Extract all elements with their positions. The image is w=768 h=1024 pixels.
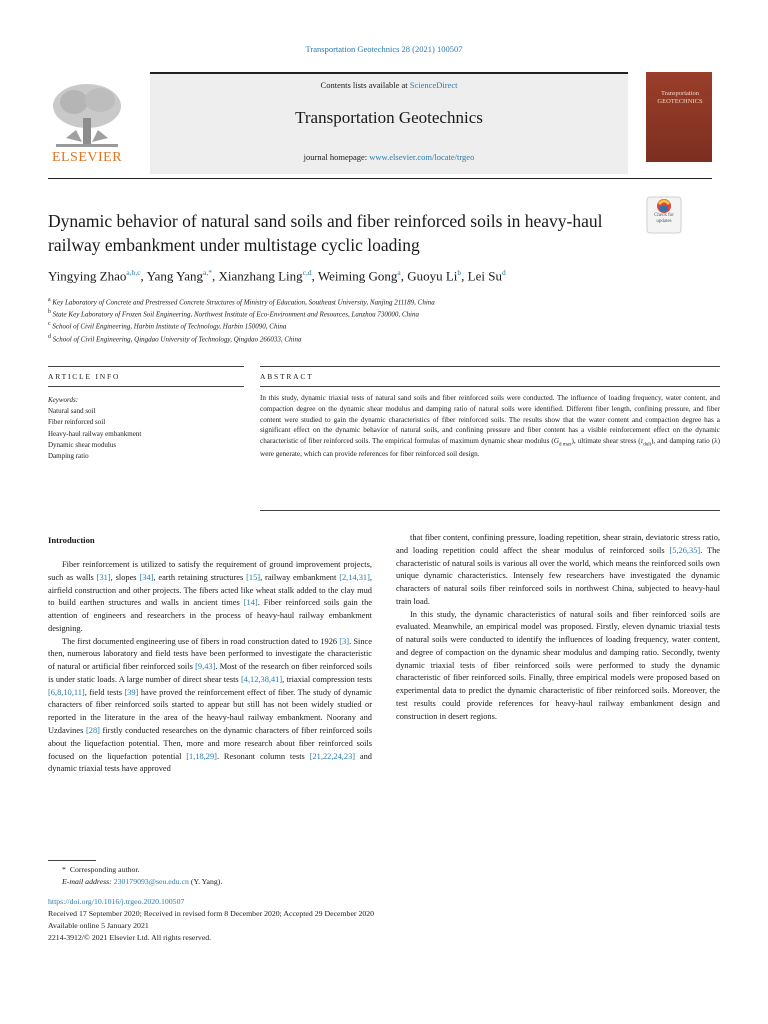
tau-symbol: τ [640, 437, 644, 446]
affiliation-list [48, 296, 708, 345]
abstract-text [260, 393, 720, 460]
author-affiliation-marker[interactable]: b [457, 268, 462, 277]
citation-link[interactable]: [21,22,24,23] [309, 751, 356, 761]
received-dates: Received 17 September 2020; Received in revised form 8 December 2020; Accepted 29 December 2020 [48, 909, 375, 919]
article-info-heading: ARTICLE INFO [48, 372, 121, 381]
citation-link[interactable]: [15] [246, 572, 261, 582]
tau-subscript: dult [643, 442, 651, 448]
author-affiliation-marker[interactable]: a,b,c [126, 268, 141, 277]
contents-prefix: Contents lists available at [320, 80, 410, 90]
affiliation-item [48, 308, 708, 320]
keyword-item: Heavy-haul railway embankment [48, 429, 142, 438]
paper-title: Dynamic behavior of natural sand soils and fiber reinforced soils in heavy-haul railway embankment under multistage cyclic loading [48, 211, 603, 255]
abstract-part-1: In this study, dynamic triaxial tests of natural sand soils and fiber reinforced soils were conducted. The influence of loading frequency, water content, and compaction degree on the dynamic shear modulus and damping ratio of natural soils were identified. Different fiber length, confining pressure, and fiber content were studied to gain the dynamic characteristics of fiber reinforced soils. The results show that the water content and compaction degree has a significant effect on the dynamic behavior of natural soils, and confining pressure and fiber content has a visible reinforcement effect on the dynamic characteristic of fiber reinforced soils. The empirical formulas of maximum dynamic shear modulus ( [260, 394, 720, 446]
body-text: . Since then, numerous laboratory and field tests have been performed to investigate the characteristic of natural or artificial fiber reinforced soils [48, 636, 372, 672]
keyword-item: Dynamic shear modulus [48, 440, 117, 449]
sciencedirect-link[interactable]: ScienceDirect [409, 80, 458, 90]
citation-link[interactable]: [14] [243, 598, 258, 608]
header-rule [48, 178, 712, 179]
footnotes [48, 864, 708, 944]
abstract-bottom-rule [260, 510, 720, 511]
affiliation-key: d [48, 333, 51, 340]
body-column-left [48, 534, 372, 776]
affiliation-key: b [48, 309, 51, 316]
citation-link[interactable]: [31] [96, 572, 111, 582]
author-affiliation-marker[interactable]: a [397, 268, 401, 277]
keyword-item: Natural sand soil [48, 407, 96, 416]
homepage-line [150, 152, 628, 162]
affiliation-item [48, 333, 708, 345]
author-affiliation-marker[interactable]: d [501, 268, 506, 277]
keyword-list [48, 406, 248, 462]
corresponding-mark: * [62, 865, 66, 874]
citation-link[interactable]: [34] [139, 572, 154, 582]
abstract-part-3: ), and damping ratio (λ) were generate, which can provide references for fiber reinforced soil design. [260, 437, 721, 459]
citation-link[interactable]: [3] [339, 636, 350, 646]
affiliation-text: Key Laboratory of Concrete and Prestressed Concrete Structures of Ministry of Education, Southeast University, Nanjing 211189, China [52, 298, 435, 307]
abstract-heading: ABSTRACT [260, 372, 314, 381]
body-text: , earth retaining structures [153, 572, 247, 582]
email-link[interactable]: 230179093@seu.edu.cn [113, 877, 189, 887]
citation-link[interactable]: [4,12,38,41] [240, 674, 283, 684]
keyword-item: Damping ratio [48, 451, 89, 460]
article-info-top-rule [48, 366, 244, 367]
g-subscript: d max [558, 442, 572, 448]
elsevier-wordmark: ELSEVIER [51, 150, 123, 165]
journal-title: Transportation Geotechnics [295, 108, 483, 127]
abstract-rule [260, 386, 720, 387]
body-paragraph [396, 609, 720, 724]
citation-link[interactable]: [9,43] [195, 662, 216, 672]
citation-link[interactable]: [28] [85, 726, 100, 736]
journal-cover-image[interactable] [646, 72, 712, 162]
body-paragraph [48, 636, 372, 776]
citation-link[interactable]: [1,18,29] [186, 751, 217, 761]
body-text: , railway embankment [260, 572, 340, 582]
body-paragraph [48, 559, 372, 636]
affiliation-key: c [48, 321, 51, 328]
body-text: . Most of the research on fiber reinforced soils is under static loads. A large number of direct shear tests [48, 662, 372, 684]
elsevier-tree-logo-icon [46, 80, 128, 150]
affiliation-item [48, 296, 708, 308]
check-for-updates-label [644, 213, 684, 224]
body-text: . Fiber reinforced soils gain the attention of engineers and researchers in the process of heavy-haul railway embankment designing. [48, 598, 372, 633]
cover-title-line-1: Transportation [660, 90, 700, 97]
body-text: In this study, the dynamic characteristics of natural soils and fiber reinforced soils are evaluated. Meanwhile, an empirical model was proposed. Firstly, eleven dynamic triaxial tests of natural soils were conducted to identify the influences of loading frequency, water content, and degree of compaction on the dynamic shear modulus and damping ratio. Secondly, twenty dynamic triaxial tests of fiber reinforced soils were performed to study the dynamic characteristic of fiber reinforced soils. Finally, three empirical models were proposed based on experimental data to predict the dynamic characteristic of fiber reinforced soils. Moreover, the test results could provide references for heavy-haul railway embankment design and construction in desert regions. [396, 609, 720, 721]
article-info-rule [48, 386, 244, 387]
affiliation-text: School of Civil Engineering, Qingdao University of Technology, Qingdao 266033, China [52, 334, 302, 343]
author-name: Lei Su [467, 268, 502, 284]
doi-link[interactable]: https://doi.org/10.1016/j.trgeo.2020.100507 [48, 897, 185, 907]
journal-cover-title [650, 90, 710, 106]
author-name: Guoyu Li [407, 268, 458, 284]
body-text: , airfield construction and other projects. The fibers acted like wheat stalk added to the clay mud to build earthen structures and walls in ancient times [48, 572, 372, 608]
body-text: The first documented engineering use of fibers in road construction dated to 1926 [62, 636, 340, 646]
body-text: have proved the reinforcement effect of fiber. The study of dynamic characters of fiber reinforced soils started to appear but still has not been widely studied or reported in the literature in the area of the heavy-haul railway embankment. Noorany and Uzdavines [48, 687, 372, 736]
footnote-rule [48, 860, 96, 861]
body-text: and dynamic triaxial tests have approved [48, 751, 372, 774]
author-list: Yingying Zhao$^{a,b,c}$, Yang Yang$^{a,*}$, Xianzhang Ling$^{c,d}$, Weiming Gong$^a$, Guoyu Li$^b$, Lei Su$^d$ [48, 268, 506, 284]
citation-link[interactable]: [5,26,35] [669, 545, 701, 555]
email-label: E-mail address: [62, 877, 112, 887]
affiliation-key: a [48, 297, 51, 303]
keywords-block [48, 395, 248, 462]
author-name: Yang Yang [146, 268, 204, 284]
available-online: Available online 5 January 2021 [48, 921, 149, 931]
cover-title-line-2: GEOTECHNICS [657, 97, 703, 105]
author-name: Yingying Zhao [48, 268, 127, 284]
email-suffix: (Y. Yang). [190, 877, 223, 887]
body-text: firstly conducted researches on the dynamic characters of fiber reinforced soils about the liquefaction potential. Then, more and more research about fiber reinforced soils focused on the liquefaction potential [48, 726, 372, 761]
author-name: Xianzhang Ling [218, 268, 303, 284]
body-text: that fiber content, confining pressure, loading repetition, shear strain, deviatoric stress ratio, and loading repetition could affect the shear modulus of reinforced soils [396, 533, 720, 555]
keywords-label: Keywords: [48, 396, 79, 404]
citation-link[interactable]: [2,14,31] [339, 572, 370, 582]
email-line [48, 876, 708, 888]
contents-line [150, 80, 628, 90]
affiliation-text: State Key Laboratory of Frozen Soil Engineering, Northwest Institute of Eco-Environment and Resources, Lanzhou 730000, China [52, 310, 419, 319]
body-column-right [396, 532, 720, 723]
body-paragraph [396, 532, 720, 609]
abstract-part-2: ), ultimate shear stress ( [571, 437, 641, 446]
body-text: , triaxial compression tests [282, 674, 372, 684]
copyright: 2214-3912/© 2021 Elsevier Ltd. All rights reserved. [48, 933, 212, 943]
corresponding-author-note [48, 864, 708, 876]
body-text: Fiber reinforcement is utilized to satisfy the requirement of ground improvement projects, such as walls [48, 560, 372, 582]
badge-text-line-1: Check for [654, 213, 674, 218]
g-symbol: G [553, 437, 559, 446]
citation-link[interactable]: [6,8,10,11] [48, 687, 85, 697]
homepage-prefix: journal homepage: [303, 152, 370, 162]
body-text: , field tests [84, 687, 125, 697]
author-affiliation-marker[interactable]: a,* [203, 268, 213, 277]
badge-text-line-2: updates [656, 218, 672, 224]
introduction-heading: Introduction [48, 535, 95, 545]
affiliation-item [48, 320, 708, 332]
body-text: . The characteristic of natural soils is various all over the world, which means the reinforced soils own unique dynamic characteristics. Intensely few researchers have investigated the dynamic characters of natural soils fiber reinforced soils in northwest China, subjected to heavy-haul train load. [396, 545, 720, 606]
journal-reference[interactable]: Transportation Geotechnics 28 (2021) 100507 [305, 44, 463, 54]
affiliation-text: School of Civil Engineering, Harbin Institute of Technology, Harbin 150090, China [52, 322, 287, 331]
body-text: . Resonant column tests [216, 751, 310, 761]
homepage-link[interactable]: www.elsevier.com/locate/trgeo [369, 152, 475, 162]
corresponding-text: Corresponding author. [69, 865, 140, 874]
body-text: , slopes [110, 572, 140, 582]
citation-link[interactable]: [39] [124, 687, 139, 697]
author-name: Weiming Gong [317, 268, 398, 284]
author-affiliation-marker[interactable]: c,d [302, 268, 312, 277]
abstract-top-rule [260, 366, 720, 367]
keyword-item: Fiber reinforced soil [48, 418, 106, 427]
